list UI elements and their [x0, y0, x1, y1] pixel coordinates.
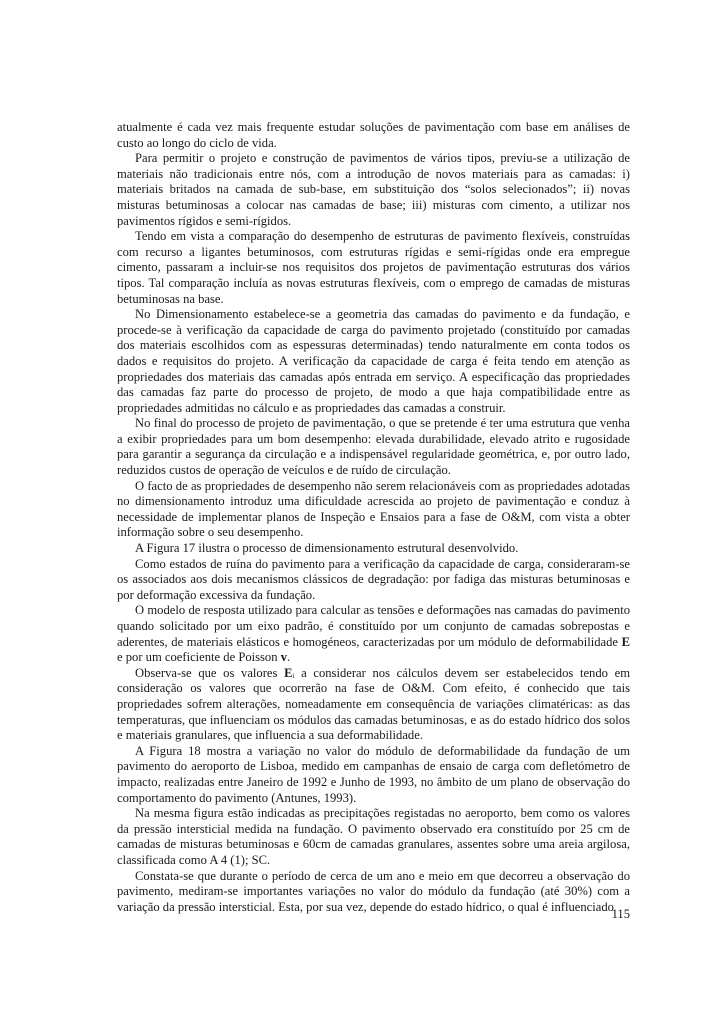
paragraph	[117, 151, 630, 229]
paragraph	[117, 229, 630, 307]
page-number: 115	[611, 907, 630, 921]
paragraph-text: Observa-se que os valores	[135, 665, 285, 680]
paragraph	[117, 307, 630, 416]
paragraph	[117, 557, 630, 604]
paragraph	[117, 603, 630, 665]
paragraph-text: O facto de as propriedades de desempenho não serem relacionáveis com as propriedades adotadas no dimensionamento introduz uma dificuldade acrescida ao projeto de pavimentação e conduz à necessidade de implementar planos de Inspeção e Ensaios para a fase de O&M, com vista a obter informação sobre o seu desempenho.	[117, 478, 630, 540]
paragraph	[117, 120, 630, 151]
paragraph-text: No Dimensionamento estabelece-se a geometria das camadas do pavimento e da fundação, e procede-se à verificação da capacidade de carga do pavimento projetado (constituído por camadas dos materiais escolhidos com as espessuras determinadas) tendo naturalmente em conta todos os dados e requisitos do projeto. A verificação da capacidade de carga é feita tendo em atenção as propriedades dos materiais das camadas após entrada em serviço. A especificação das propriedades das camadas faz parte do processo de projeto, de modo a que haja compatibilidade entre as propriedades admitidas no cálculo e as propriedades das camadas a construir.	[117, 307, 630, 415]
paragraph-text: No final do processo de projeto de pavimentação, o que se pretende é ter uma estrutura que venha a exibir propriedades para um bom desempenho: elevada durabilidade, elevado atrito e rugosidade para garantir a segurança da circulação e a indispensável regularidade geométrica, e, por outro lado, reduzidos custos de operação de veículos e de ruído de circulação.	[117, 416, 630, 478]
paragraph-text: Constata-se que durante o período de cerca de um ano e meio em que decorreu a observação do pavimento, mediram-se importantes variações no valor do módulo da fundação (até 30%) com a variação da pressão intersticial. Esta, por sua vez, depende do estado hídrico, o qual é influenciado	[117, 868, 630, 914]
paragraph	[117, 744, 630, 806]
paragraph	[117, 869, 630, 916]
paragraph-text: A Figura 17 ilustra o processo de dimensionamento estrutural desenvolvido.	[135, 541, 519, 556]
paragraph-text: Na mesma figura estão indicadas as precipitações registadas no aeroporto, bem como os valores da pressão intersticial medida na fundação. O pavimento observado era constituído por 25 cm de camadas de misturas betuminosas e 60cm de camadas granulares, assentes sobre uma areia argilosa, classificada como A 4 (1); SC.	[117, 806, 630, 867]
bold-symbol: E	[284, 665, 293, 680]
paragraph-text: .	[286, 650, 291, 665]
paragraph	[117, 806, 630, 868]
paragraph-text: atualmente é cada vez mais frequente estudar soluções de pavimentação com base em análises de custo ao longo do ciclo de vida.	[117, 120, 630, 150]
paragraph-text: a considerar nos cálculos devem ser estabelecidos tendo em consideração os valores que ocorrerão na fase de O&M. Com efeito, é conhecido que tais propriedades sofrem alterações, nomeadamente em consequência de variações climatéricas: as das temperaturas, que influenciam os módulos das camadas betuminosas, e as do estado hídrico dos solos e materiais granulares, que influencia a sua deformabilidade.	[117, 665, 630, 743]
paragraph	[117, 416, 630, 478]
paragraph	[117, 666, 630, 744]
paragraph-text: A Figura 18 mostra a variação no valor do módulo de deformabilidade da fundação de um pavimento do aeroporto de Lisboa, medido em campanhas de ensaio de carga com defletómetro de impacto, realizadas entre Janeiro de 1992 e Junho de 1993, no âmbito de um plano de observação do comportamento do pavimento (Antunes, 1993).	[117, 743, 630, 805]
paragraph-text: Para permitir o projeto e construção de pavimentos de vários tipos, previu-se a utilização de materiais não tradicionais entre nós, com a introdução de novos materiais para as camadas: i) materiais britados na camada de sub-base, em substituição dos “solos selecionados”; ii) novas misturas betuminosas a colocar nas camadas de base; iii) misturas com cimento, a utilizar nos pavimentos rígidos e semi-rígidos.	[117, 151, 630, 228]
paragraph-text: Tendo em vista a comparação do desempenho de estruturas de pavimento flexíveis, construídas com recurso a ligantes betuminosos, com estruturas rígidas e semi-rígidas onde era empregue cimento, passaram a incluir-se nos requisitos dos projetos de pavimentação estruturas dos vários tipos. Tal comparação incluía as novas estruturas flexíveis, com o emprego de camadas de misturas betuminosas na base.	[117, 229, 630, 306]
paragraph	[117, 479, 630, 541]
bold-symbol: v	[280, 650, 287, 665]
document-body	[117, 120, 630, 915]
paragraph-text: e por um coeficiente de Poisson	[117, 650, 281, 665]
bold-symbol: E	[621, 634, 630, 649]
paragraph-text: Como estados de ruína do pavimento para a verificação da capacidade de carga, consideraram-se os associados aos dois mecanismos clássicos de degradação: por fadiga das misturas betuminosas e por deformação excessiva da fundação.	[117, 556, 630, 602]
paragraph	[117, 541, 630, 557]
paragraph-text: O modelo de resposta utilizado para calcular as tensões e deformações nas camadas do pavimento quando solicitado por um eixo padrão, é constituído por um conjunto de camadas sobrepostas e aderentes, de materiais elásticos e homogéneos, caracterizadas por um módulo de deformabilidade	[117, 603, 630, 649]
subscript: i	[292, 671, 295, 680]
